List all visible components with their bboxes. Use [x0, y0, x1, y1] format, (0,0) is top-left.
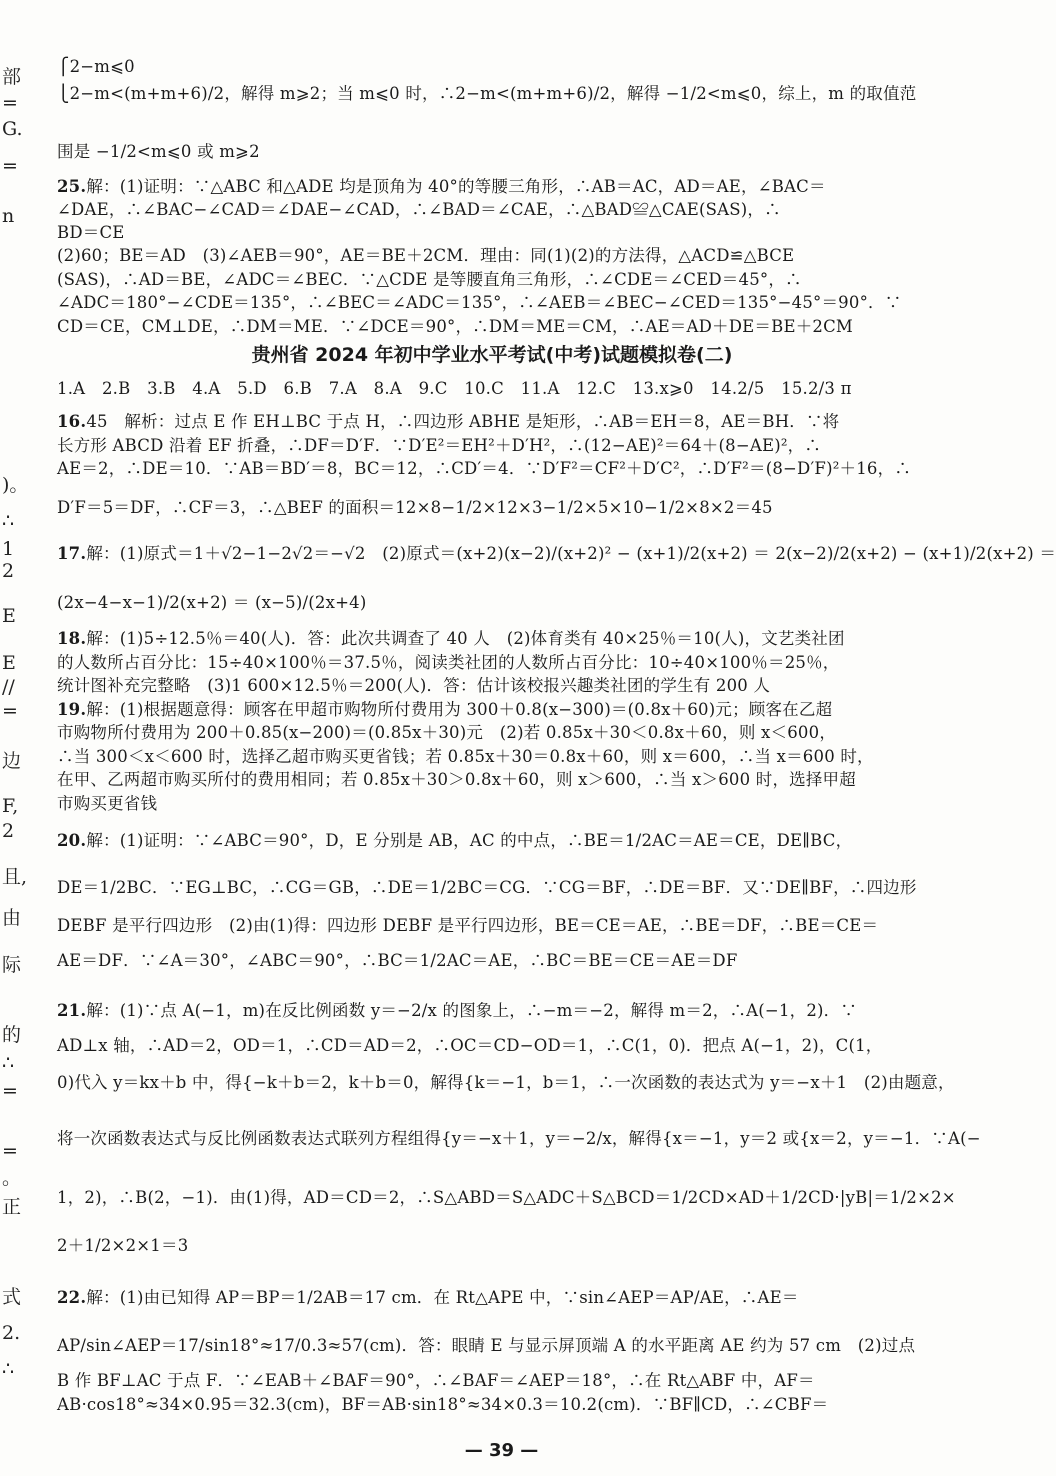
- answer-line: D′F＝5＝DF，∴CF＝3，∴△BEF 的面积＝12×8−1/2×12×3−1/2×5×10−1/2×8×2＝45: [57, 498, 773, 517]
- margin-fragment: F,: [2, 795, 19, 817]
- answer-line: (2x−4−x−1)/2(x+2) ＝ (x−5)/(2x+4): [57, 593, 367, 612]
- answer-line: ∠ADC＝180°−∠CDE＝135°，∴∠BEC＝∠ADC＝135°，∴∠AEB＝∠BEC−∠CED＝135°−45°＝90°．∵: [57, 293, 902, 312]
- margin-fragment: 2: [2, 560, 15, 582]
- answer-line: ⎧2−m⩽0: [57, 57, 135, 76]
- answer-line: (SAS)，∴AD＝BE，∠ADC＝∠BEC．∵△CDE 是等腰直角三角形，∴∠CDE＝∠CED＝45°，∴: [57, 270, 802, 289]
- answer-line: (2)60；BE＝AD (3)∠AEB＝90°，AE＝BE＋2CM．理由：同(1)(2)的方法得，△ACD≌△BCE: [57, 246, 795, 265]
- margin-fragment: 2: [2, 820, 15, 842]
- answer-line: 统计图补充完整略 (3)1 600×12.5％＝200(人)．答：估计该校报兴趣类社团的学生有 200 人: [57, 676, 771, 695]
- answer-line: 21.解：(1)∵点 A(−1，m)在反比例函数 y＝−2/x 的图象上，∴−m＝−2，解得 m＝2，∴A(−1，2)．∵: [57, 1001, 858, 1020]
- answer-line: AB·cos18°≈34×0.95＝32.3(cm)，BF＝AB·sin18°≈34×0.3＝10.2(cm)．∵BF∥CD，∴∠CBF＝: [57, 1395, 829, 1414]
- margin-fragment: ∴: [2, 1052, 15, 1074]
- answer-line: AE＝2，∴DE＝10．∵AB＝BD′＝8，BC＝12，∴CD′＝4．∵D′F²＝CF²＋D′C²，∴D′F²＝(8−D′F)²＋16，∴: [57, 459, 912, 478]
- margin-fragment: =: [2, 92, 18, 114]
- answer-line: 2＋1/2×2×1＝3: [57, 1236, 189, 1255]
- answer-line: 0)代入 y＝kx＋b 中，得{−k＋b＝2，k＋b＝0，解得{k＝−1，b＝1，∴一次函数的表达式为 y＝−x＋1 (2)由题意，: [57, 1073, 955, 1092]
- margin-fragment: ∴: [2, 1358, 15, 1380]
- answer-line: 25.解：(1)证明：∵△ABC 和△ADE 均是顶角为 40°的等腰三角形，∴AB＝AC，AD＝AE，∠BAC＝: [57, 177, 826, 196]
- section-title: 贵州省 2024 年初中学业水平考试(中考)试题模拟卷(二): [251, 344, 733, 366]
- margin-fragment: 由: [2, 907, 22, 929]
- answer-line: 19.解：(1)根据题意得：顾客在甲超市购物所付费用为 300＋0.8(x−300)＝(0.8x＋60)元；顾客在乙超: [57, 700, 833, 719]
- margin-fragment: 正: [2, 1196, 22, 1218]
- answer-line: DE＝1/2BC．∵EG⊥BC，∴CG＝GB，∴DE＝1/2BC＝CG．∵CG＝BF，∴DE＝BF．又∵DE∥BF，∴四边形: [57, 878, 917, 897]
- answer-line: ∴当 300＜x＜600 时，选择乙超市购买更省钱；若 0.85x＋30＝0.8x＋60，则 x＝600，∴当 x＝600 时，: [57, 747, 874, 766]
- answer-line: B 作 BF⊥AC 于点 F．∵∠EAB＋∠BAF＝90°，∴∠BAF＝∠AEP＝18°，∴在 Rt△ABF 中，AF＝: [57, 1371, 815, 1390]
- margin-fragment: E: [2, 605, 16, 627]
- answer-line: ⎩2−m<(m+m+6)/2，解得 m⩾2；当 m⩽0 时，∴2−m<(m+m+6)/2，解得 −1/2<m⩽0，综上，m 的取值范: [57, 84, 917, 103]
- answer-line: 1，2)，∴B(2，−1)．由(1)得，AD＝CD＝2，∴S△ABD＝S△ADC＋S△BCD＝1/2CD×AD＋1/2CD·|yB|＝1/2×2×: [57, 1188, 956, 1207]
- margin-fragment: n: [2, 205, 15, 227]
- margin-fragment: //: [2, 676, 15, 698]
- answer-line: 将一次函数表达式与反比例函数表达式联列方程组得{y＝−x＋1，y＝−2/x，解得{x＝−1，y＝2 或{x＝2，y＝−1．∵A(−: [57, 1129, 981, 1148]
- answer-line: 长方形 ABCD 沿着 EF 折叠，∴DF＝D′F．∵D′E²＝EH²＋D′H²，∴(12−AE)²＝64＋(8−AE)²，∴: [57, 436, 822, 455]
- margin-fragment: =: [2, 155, 18, 177]
- answer-line: CD＝CE，CM⊥DE，∴DM＝ME．∵∠DCE＝90°，∴DM＝ME＝CM，∴AE＝AD＋DE＝BE＋2CM: [57, 317, 854, 336]
- answer-line: 1.A 2.B 3.B 4.A 5.D 6.B 7.A 8.A 9.C 10.C 11.A 12.C 13.x⩾0 14.2/5 15.2/3 π: [57, 379, 852, 398]
- margin-fragment: 的: [2, 1024, 22, 1046]
- answer-line: 市购买更省钱: [57, 794, 158, 813]
- answer-line: 围是 −1/2<m⩽0 或 m⩾2: [57, 142, 260, 161]
- margin-fragment: )。: [2, 474, 29, 496]
- left-margin-fragments: [0, 0, 30, 1476]
- answer-line: 16.45 解析：过点 E 作 EH⊥BC 于点 H，∴四边形 ABHE 是矩形，∴AB＝EH＝8，AE＝BH．∵将: [57, 412, 840, 431]
- answer-line: AE＝DF．∵∠A＝30°，∠ABC＝90°，∴BC＝1/2AC＝AE，∴BC＝BE＝CE＝AE＝DF: [57, 951, 738, 970]
- margin-fragment: =: [2, 1080, 18, 1102]
- margin-fragment: 1: [2, 538, 15, 560]
- margin-fragment: 式: [2, 1286, 22, 1308]
- answer-line: 17.解：(1)原式＝1＋√2−1−2√2＝−√2 (2)原式＝(x+2)(x−2)/(x+2)² − (x+1)/2(x+2) ＝ 2(x−2)/2(x+2) − (x+1)/2(x+2) ＝: [57, 544, 1056, 563]
- answer-line: 20.解：(1)证明：∵∠ABC＝90°，D，E 分别是 AB，AC 的中点，∴BE＝1/2AC＝AE＝CE，DE∥BC，: [57, 831, 853, 850]
- answer-line: DEBF 是平行四边形 (2)由(1)得：四边形 DEBF 是平行四边形，BE＝CE＝AE，∴BE＝DF，∴BE＝CE＝: [57, 916, 879, 935]
- margin-fragment: 部: [2, 66, 22, 88]
- answer-line: BD＝CE: [57, 223, 125, 242]
- answer-line: 的人数所占百分比：15÷40×100％＝37.5％，阅读类社团的人数所占百分比：10÷40×100％＝25％，: [57, 653, 840, 672]
- answer-line: ∠DAE，∴∠BAC−∠CAD＝∠DAE−∠CAD，∴∠BAD＝∠CAE，∴△BAD≌△CAE(SAS)，∴: [57, 200, 781, 219]
- margin-fragment: E: [2, 652, 16, 674]
- margin-fragment: =: [2, 700, 18, 722]
- margin-fragment: 且,: [2, 866, 28, 888]
- margin-fragment: ∴: [2, 510, 15, 532]
- margin-fragment: 。: [2, 1167, 22, 1189]
- answer-line: 在甲、乙两超市购买所付的费用相同；若 0.85x＋30＞0.8x＋60，则 x＞600，∴当 x＞600 时，选择甲超: [57, 770, 856, 789]
- page-number: — 39 —: [464, 1440, 539, 1461]
- margin-fragment: 2.: [2, 1322, 21, 1344]
- margin-fragment: G.: [2, 118, 23, 140]
- margin-fragment: 际: [2, 954, 22, 976]
- answer-line: 18.解：(1)5÷12.5％＝40(人)．答：此次共调查了 40 人 (2)体育类有 40×25％＝10(人)，文艺类社团: [57, 629, 845, 648]
- answer-line: AP/sin∠AEP＝17/sin18°≈17/0.3≈57(cm)．答：眼睛 E 与显示屏顶端 A 的水平距离 AE 约为 57 cm (2)过点: [57, 1336, 916, 1355]
- margin-fragment: 边: [2, 750, 22, 772]
- answer-line: 22.解：(1)由已知得 AP＝BP＝1/2AB＝17 cm．在 Rt△APE 中，∵sin∠AEP＝AP/AE，∴AE＝: [57, 1288, 799, 1307]
- answer-line: 市购物所付费用为 200＋0.85(x−200)＝(0.85x＋30)元 (2)若 0.85x＋30＜0.8x＋60，则 x＜600，: [57, 723, 837, 742]
- answer-line: AD⊥x 轴，∴AD＝2，OD＝1，∴CD＝AD＝2，∴OC＝CD−OD＝1，∴C(1，0)．把点 A(−1，2)，C(1，: [57, 1036, 883, 1055]
- margin-fragment: =: [2, 1140, 18, 1162]
